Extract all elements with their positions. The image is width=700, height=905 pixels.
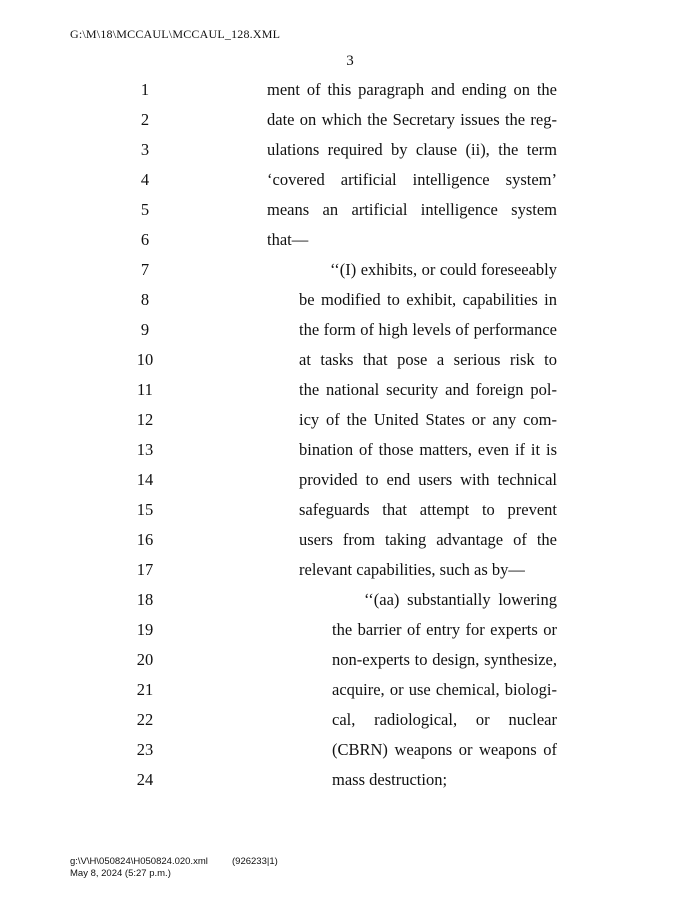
bill-text-line: bination of those matters, even if it is	[299, 440, 557, 459]
line-number: 19	[136, 620, 154, 639]
bill-text-line: non-experts to design, synthesize,	[332, 650, 557, 669]
line-number: 22	[136, 710, 154, 729]
footer-code: (926233|1)	[232, 856, 278, 867]
line-number: 9	[140, 320, 150, 339]
bill-text-line: the form of high levels of performance	[299, 320, 557, 339]
line-number: 20	[136, 650, 154, 669]
bill-text-line: the national security and foreign pol-	[299, 380, 557, 399]
bill-text-line: ‘‘(aa) substantially lowering	[364, 590, 557, 609]
bill-text-line: ‘‘(I) exhibits, or could foreseeably	[330, 260, 557, 279]
bill-text-line: safeguards that attempt to prevent	[299, 500, 557, 519]
footer-file: g:\V\H\050824\H050824.020.xml	[70, 856, 208, 867]
bill-text-line: relevant capabilities, such as by—	[299, 560, 525, 579]
line-number: 16	[136, 530, 154, 549]
line-number: 17	[136, 560, 154, 579]
bill-text-line: provided to end users with technical	[299, 470, 557, 489]
footer-date: May 8, 2024 (5:27 p.m.)	[70, 868, 171, 879]
bill-text-line: means an artificial intelligence system	[267, 200, 557, 219]
line-number: 8	[140, 290, 150, 309]
bill-text-line: be modified to exhibit, capabilities in	[299, 290, 557, 309]
line-number: 1	[140, 80, 150, 99]
line-number: 23	[136, 740, 154, 759]
bill-text-line: users from taking advantage of the	[299, 530, 557, 549]
page-number: 3	[346, 53, 354, 69]
header-file-path: G:\M\18\MCCAUL\MCCAUL_128.XML	[70, 27, 281, 41]
line-number: 14	[136, 470, 154, 489]
line-number: 24	[136, 770, 154, 789]
line-number: 2	[140, 110, 150, 129]
bill-text-line: acquire, or use chemical, biologi-	[332, 680, 557, 699]
line-number: 5	[140, 200, 150, 219]
line-number: 11	[137, 380, 153, 399]
bill-text-line: the barrier of entry for experts or	[332, 620, 557, 639]
line-number: 7	[140, 260, 150, 279]
bill-text-line: at tasks that pose a serious risk to	[299, 350, 557, 369]
bill-text-line: cal, radiological, or nuclear	[332, 710, 557, 729]
bill-text-line: (CBRN) weapons or weapons of	[332, 740, 557, 759]
bill-text-line: ulations required by clause (ii), the term	[267, 140, 557, 159]
line-number: 18	[136, 590, 154, 609]
line-number: 13	[136, 440, 154, 459]
line-number: 10	[136, 350, 154, 369]
line-number: 15	[136, 500, 154, 519]
bill-text-line: date on which the Secretary issues the reg-	[267, 110, 557, 129]
bill-text-line: ‘covered artificial intelligence system’	[267, 170, 557, 189]
line-number: 12	[136, 410, 154, 429]
bill-text-line: mass destruction;	[332, 770, 448, 789]
line-number: 6	[140, 230, 150, 249]
bill-text-line: icy of the United States or any com-	[299, 410, 557, 429]
line-number: 4	[140, 170, 150, 189]
bill-text-line: ment of this paragraph and ending on the	[267, 80, 557, 99]
line-number: 21	[136, 680, 154, 699]
line-number: 3	[140, 140, 150, 159]
bill-text-line: that—	[267, 230, 309, 249]
